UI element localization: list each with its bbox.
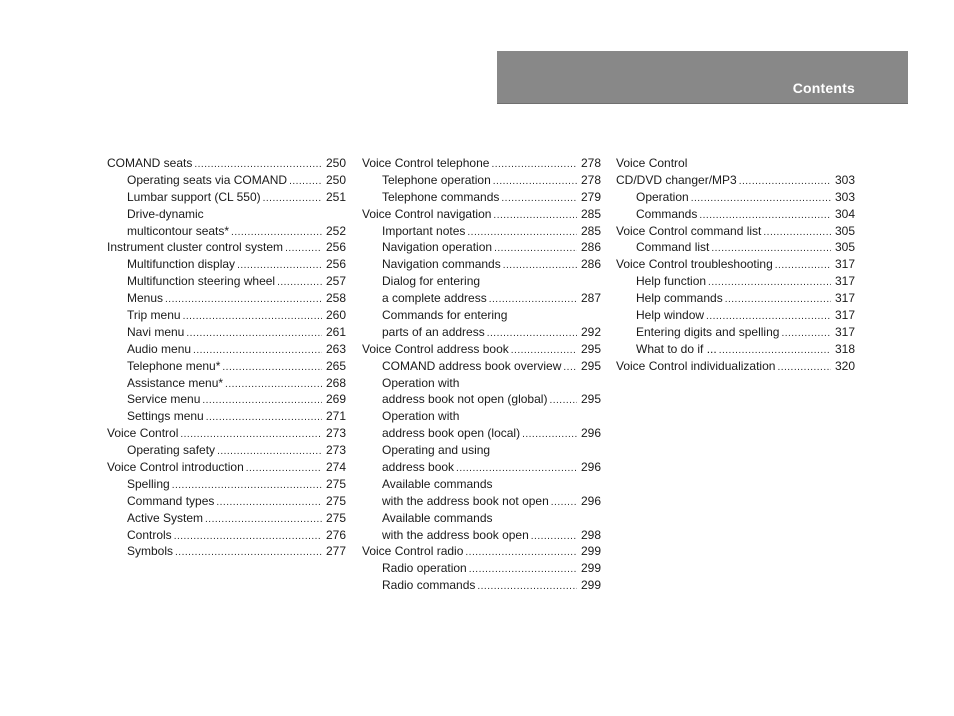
toc-page-number: 251	[325, 189, 346, 204]
toc-entry-title: Voice Control radio	[362, 544, 464, 559]
toc-subentry[interactable]	[362, 239, 601, 256]
toc-page-number: 286	[580, 240, 601, 255]
toc-entry-title: Navigation operation	[382, 240, 493, 255]
toc-page-number: 317	[834, 274, 855, 289]
toc-leader-dots	[183, 309, 322, 326]
toc-subentry[interactable]	[616, 324, 855, 341]
toc-subentry[interactable]	[362, 560, 601, 577]
toc-entry-title: Important notes	[382, 223, 466, 238]
toc-page-number: 275	[325, 493, 346, 508]
toc-entry-title: Telephone operation	[382, 172, 491, 187]
toc-entry-title: Voice Control telephone	[362, 156, 490, 170]
toc-leader-dots	[522, 427, 577, 444]
toc-leader-dots	[501, 191, 577, 208]
toc-subentry[interactable]	[107, 375, 346, 392]
toc-subentry[interactable]	[107, 527, 346, 544]
toc-entry-title: COMAND address book overview	[382, 358, 562, 373]
toc-page-number: 275	[325, 476, 346, 491]
toc-leader-dots	[493, 174, 577, 191]
toc-entry[interactable]	[616, 223, 855, 240]
toc-entry-title: Voice Control address book	[362, 341, 509, 356]
toc-entry-title: Multifunction steering wheel	[127, 274, 276, 289]
toc-entry-title: Available commands	[382, 476, 493, 491]
toc-subentry[interactable]	[107, 476, 346, 493]
toc-leader-dots	[165, 292, 322, 309]
toc-page-number: 257	[325, 274, 346, 289]
toc-subentry[interactable]	[107, 189, 346, 206]
toc-subentry[interactable]	[107, 290, 346, 307]
toc-page-number: 295	[580, 341, 601, 356]
toc-subentry[interactable]	[107, 543, 346, 560]
toc-page-number: 261	[325, 324, 346, 339]
toc-entry-title: Commands	[636, 206, 698, 221]
toc-page-number: 273	[325, 426, 346, 441]
toc-page-number: 299	[580, 561, 601, 576]
toc-page-number: 278	[580, 172, 601, 187]
toc-page-number: 258	[325, 291, 346, 306]
toc-subentry[interactable]	[362, 527, 601, 544]
toc-leader-dots	[206, 410, 322, 427]
toc-page-number: 295	[580, 358, 601, 373]
toc-entry[interactable]	[107, 425, 346, 442]
toc-subentry[interactable]	[107, 206, 346, 223]
toc-entry[interactable]	[616, 172, 855, 189]
toc-subentry[interactable]	[362, 172, 601, 189]
toc-entry-title: Controls	[127, 527, 172, 542]
toc-page-number: 317	[834, 324, 855, 339]
toc-entry-title: Audio menu	[127, 341, 192, 356]
toc-entry-title: with the address book open	[382, 527, 529, 542]
toc-column-2	[362, 155, 601, 594]
toc-page-number: 252	[325, 223, 346, 238]
toc-leader-dots	[775, 258, 831, 275]
toc-subentry[interactable]	[362, 425, 601, 442]
toc-leader-dots	[503, 258, 577, 275]
toc-entry-title: Service menu	[127, 392, 201, 407]
toc-entry[interactable]	[616, 256, 855, 273]
toc-subentry[interactable]	[362, 408, 601, 425]
toc-entry-title: address book	[382, 460, 455, 475]
toc-leader-dots	[691, 191, 831, 208]
toc-page-number: 269	[325, 392, 346, 407]
toc-entry[interactable]	[362, 206, 601, 223]
toc-entry-title: Voice Control navigation	[362, 206, 492, 221]
toc-page-number: 304	[834, 206, 855, 221]
toc-subentry[interactable]	[107, 307, 346, 324]
toc-page-number: 318	[834, 341, 855, 356]
toc-subentry[interactable]	[107, 442, 346, 459]
toc-entry-title: Operating and using	[382, 443, 491, 458]
toc-page-number: 305	[834, 223, 855, 238]
toc-page-number: 250	[325, 172, 346, 187]
toc-subentry[interactable]	[107, 408, 346, 425]
toc-subentry[interactable]	[107, 493, 346, 510]
toc-entry-title: Voice Control introduction	[107, 460, 244, 475]
toc-subentry[interactable]	[107, 256, 346, 273]
toc-leader-dots	[563, 360, 577, 377]
toc-page-number: 274	[325, 460, 346, 475]
toc-page-number: 298	[580, 527, 601, 542]
toc-subentry[interactable]	[616, 239, 855, 256]
toc-page-number: 265	[325, 358, 346, 373]
toc-leader-dots	[225, 377, 322, 394]
toc-page-number: 276	[325, 527, 346, 542]
toc-page-number: 292	[580, 324, 601, 339]
toc-subentry[interactable]	[362, 256, 601, 273]
toc-page-number: 296	[580, 460, 601, 475]
toc-entry-title: Voice Control troubleshooting	[616, 257, 773, 272]
toc-leader-dots	[174, 529, 322, 546]
toc-leader-dots	[493, 208, 577, 225]
toc-subentry[interactable]	[362, 391, 601, 408]
toc-page-number: 317	[834, 291, 855, 306]
page-title: Contents	[792, 80, 855, 96]
toc-subentry[interactable]	[107, 510, 346, 527]
toc-leader-dots	[175, 545, 322, 562]
toc-subentry[interactable]	[616, 341, 855, 358]
toc-entry-title: Operation with	[382, 409, 460, 424]
toc-leader-dots	[708, 275, 831, 292]
toc-page-number: 287	[580, 291, 601, 306]
toc-page-number: 285	[580, 206, 601, 221]
toc-page-number: 317	[834, 257, 855, 272]
toc-entry-title: Voice Control	[616, 156, 688, 170]
toc-entry-title: Help window	[636, 308, 705, 323]
toc-subentry[interactable]	[362, 324, 601, 341]
toc-entry-title: Radio commands	[382, 578, 476, 593]
toc-page-number: 250	[325, 156, 346, 170]
toc-leader-dots	[263, 191, 322, 208]
toc-subentry[interactable]	[362, 375, 601, 392]
toc-entry[interactable]	[616, 155, 855, 172]
toc-entry-title: Commands for entering	[382, 308, 508, 323]
toc-subentry[interactable]	[616, 307, 855, 324]
header-bar	[497, 51, 908, 104]
toc-entry-title: Spelling	[127, 476, 170, 491]
toc-entry-title: Lumbar support (CL 550)	[127, 189, 261, 204]
toc-page-number: 286	[580, 257, 601, 272]
toc-subentry[interactable]	[107, 341, 346, 358]
toc-entry-title: Settings menu	[127, 409, 204, 424]
toc-subentry[interactable]	[616, 273, 855, 290]
toc-entry-title: a complete address	[382, 291, 487, 306]
toc-subentry[interactable]	[107, 324, 346, 341]
toc-page-number: 320	[834, 358, 855, 373]
toc-subentry[interactable]	[362, 358, 601, 375]
toc-entry-title: Instrument cluster control system	[107, 240, 284, 255]
toc-page-number: 303	[834, 189, 855, 204]
toc-entry-title: Dialog for entering	[382, 274, 481, 289]
toc-page-number: 299	[580, 578, 601, 593]
toc-leader-dots	[216, 495, 322, 512]
toc-subentry[interactable]	[362, 510, 601, 527]
toc-page-number: 285	[580, 223, 601, 238]
toc-leader-dots	[491, 157, 577, 174]
toc-entry[interactable]	[362, 155, 601, 172]
toc-leader-dots	[465, 545, 577, 562]
toc-entry-title: address book not open (global)	[382, 392, 548, 407]
toc-entry-title: Menus	[127, 291, 164, 306]
toc-entry[interactable]	[362, 341, 601, 358]
toc-entry-title: Entering digits and spelling	[636, 324, 780, 339]
toc-leader-dots	[739, 174, 831, 191]
toc-subentry[interactable]	[362, 290, 601, 307]
toc-entry-title: Command types	[127, 493, 215, 508]
toc-page-number: 275	[325, 510, 346, 525]
toc-leader-dots	[781, 326, 831, 343]
toc-column-1	[107, 155, 346, 560]
toc-subentry[interactable]	[362, 307, 601, 324]
toc-leader-dots	[777, 360, 831, 377]
toc-entry-title: Active System	[127, 510, 204, 525]
toc-page-number: 271	[325, 409, 346, 424]
toc-entry[interactable]	[362, 543, 601, 560]
toc-entry-title: Multifunction display	[127, 257, 236, 272]
toc-entry-title: Command list	[636, 240, 710, 255]
toc-entry-title: Operation	[636, 189, 689, 204]
toc-leader-dots	[763, 225, 831, 242]
toc-entry-title: What to do if ...	[636, 341, 717, 356]
toc-leader-dots	[469, 562, 577, 579]
toc-entry-title: Telephone menu*	[127, 358, 221, 373]
toc-entry-title: parts of an address	[382, 324, 485, 339]
toc-page-number: 260	[325, 308, 346, 323]
toc-subentry[interactable]	[362, 577, 601, 594]
toc-entry[interactable]	[107, 155, 346, 172]
toc-subentry[interactable]	[107, 223, 346, 240]
toc-page-number: 305	[834, 240, 855, 255]
toc-column-3	[616, 155, 855, 375]
toc-page-number: 296	[580, 493, 601, 508]
toc-entry-title: Navi menu	[127, 324, 185, 339]
toc-leader-dots	[222, 360, 322, 377]
toc-leader-dots	[277, 275, 322, 292]
toc-entry-title: Help commands	[636, 291, 723, 306]
toc-page-number: 263	[325, 341, 346, 356]
toc-subentry[interactable]	[107, 172, 346, 189]
toc-page-number: 279	[580, 189, 601, 204]
toc-entry-title: Voice Control individualization	[616, 358, 776, 373]
toc-entry-title: Voice Control	[107, 426, 179, 441]
toc-entry[interactable]	[616, 358, 855, 375]
toc-subentry[interactable]	[362, 223, 601, 240]
toc-entry-title: Radio operation	[382, 561, 467, 576]
toc-subentry[interactable]	[362, 189, 601, 206]
toc-subentry[interactable]	[616, 189, 855, 206]
toc-entry-title: Operating seats via COMAND	[127, 172, 288, 187]
toc-subentry[interactable]	[362, 273, 601, 290]
toc-entry-title: Symbols	[127, 544, 174, 559]
toc-entry-title: CD/DVD changer/MP3	[616, 172, 737, 187]
toc-subentry[interactable]	[107, 391, 346, 408]
toc-entry-title: Drive-dynamic	[127, 206, 204, 221]
toc-page-number: 299	[580, 544, 601, 559]
toc-entry-title: Available commands	[382, 510, 493, 525]
toc-page-number: 278	[580, 156, 601, 170]
toc-page-number: 277	[325, 544, 346, 559]
toc-page-number: 303	[834, 172, 855, 187]
toc-page-number: 273	[325, 443, 346, 458]
toc-page-number: 256	[325, 240, 346, 255]
toc-leader-dots	[494, 241, 577, 258]
toc-entry-title: Help function	[636, 274, 707, 289]
toc-entry-title: Operating safety	[127, 443, 216, 458]
toc-page-number: 295	[580, 392, 601, 407]
toc-entry-title: Operation with	[382, 375, 460, 390]
toc-entry-title: Voice Control command list	[616, 223, 762, 238]
toc-subentry[interactable]	[107, 273, 346, 290]
toc-subentry[interactable]	[362, 476, 601, 493]
toc-leader-dots	[531, 529, 577, 546]
toc-page-number: 256	[325, 257, 346, 272]
toc-subentry[interactable]	[362, 493, 601, 510]
toc-entry-title: multicontour seats*	[127, 223, 230, 238]
toc-entry-title: Trip menu	[127, 308, 181, 323]
toc-entry-title: Assistance menu*	[127, 375, 224, 390]
toc-leader-dots	[246, 461, 322, 478]
toc-subentry[interactable]	[616, 206, 855, 223]
toc-leader-dots	[285, 241, 322, 258]
toc-leader-dots	[477, 579, 577, 596]
toc-entry-title: address book open (local)	[382, 426, 521, 441]
toc-page-number: 296	[580, 426, 601, 441]
toc-leader-dots	[289, 174, 322, 191]
toc-entry-title: Navigation commands	[382, 257, 501, 272]
toc-leader-dots	[549, 393, 577, 410]
toc-subentry[interactable]	[616, 290, 855, 307]
toc-leader-dots	[205, 512, 322, 529]
toc-subentry[interactable]	[362, 442, 601, 459]
toc-leader-dots	[186, 326, 322, 343]
toc-leader-dots	[551, 495, 577, 512]
toc-leader-dots	[725, 292, 831, 309]
toc-subentry[interactable]	[362, 459, 601, 476]
toc-page-number: 317	[834, 308, 855, 323]
toc-entry-title: COMAND seats	[107, 156, 193, 170]
toc-entry-title: with the address book not open	[382, 493, 549, 508]
toc-entry[interactable]	[107, 239, 346, 256]
toc-entry-title: Telephone commands	[382, 189, 500, 204]
toc-page-number: 268	[325, 375, 346, 390]
toc-entry[interactable]	[107, 459, 346, 476]
toc-subentry[interactable]	[107, 358, 346, 375]
toc-leader-dots	[202, 393, 322, 410]
